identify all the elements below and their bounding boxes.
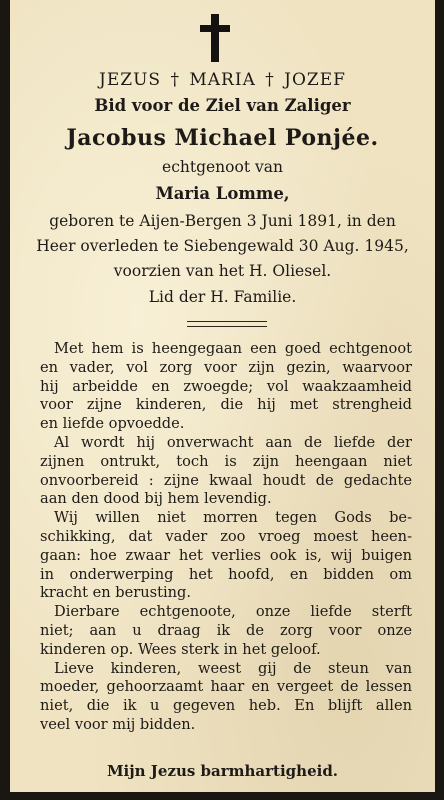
body-line: voor zijne kinderen, die hij met strengheid (40, 396, 412, 414)
body-line: Al wordt hij onverwacht aan de liefde der (54, 433, 412, 451)
body-line: Met hem is heengegaan een goed echtgenoot (54, 340, 412, 357)
holy-family-line (10, 70, 435, 90)
body-line: kracht en berusting. (40, 584, 192, 602)
jezus-text: JEZUS (99, 70, 162, 90)
sacrament-line: voorzien van het H. Oliesel. (113, 262, 332, 280)
body-line: kinderen op. Wees sterk in het geloof. (40, 640, 321, 658)
body-line: veel voor mij bidden. (40, 715, 196, 733)
birth-line: geboren te Aijen-Bergen 3 Juni 1891, in den (49, 212, 396, 230)
body-line: en liefde opvoedde. (40, 415, 185, 433)
spouse-intro: echtgenoot van (162, 158, 283, 176)
deceased-name: Jacobus Michael Ponjée. (66, 125, 379, 151)
divider (187, 321, 267, 327)
prayer-request: Bid voor de Ziel van Zaliger (94, 96, 351, 115)
spouse-name: Maria Lomme, (155, 184, 290, 203)
body-line: niet, die ik u gegeven heb. En blijft allen (40, 697, 412, 715)
body-line: Dierbare echtgenoote, onze liefde sterft (54, 603, 412, 621)
small-cross-icon: † (265, 70, 275, 90)
small-cross-icon: † (170, 70, 180, 90)
jozef-text: JOZEF (284, 70, 346, 90)
maria-text: MARIA (189, 70, 256, 90)
cross-icon (200, 14, 230, 62)
body-line: onvoorbereid : zijne kwaal houdt de gedachte (40, 471, 412, 489)
body-line: in onderwerping het hoofd, en bidden om (40, 565, 412, 583)
body-line: Lieve kinderen, weest gij de steun van (54, 659, 412, 677)
body-line: hij arbeidde en zwoegde; vol waakzaamheid (40, 377, 412, 395)
memorial-text (40, 340, 412, 735)
body-line: Wij willen niet morren tegen Gods be- (54, 509, 412, 527)
body-line: zijnen ontrukt, toch is zijn heengaan niet (40, 452, 412, 470)
memorial-card (10, 0, 435, 792)
death-line: Heer overleden te Siebengewald 30 Aug. 1945, (36, 237, 409, 255)
closing-prayer: Mijn Jezus barmhartigheid. (106, 762, 339, 780)
membership-line: Lid der H. Familie. (148, 288, 297, 306)
body-line: en vader, vol zorg voor zijn gezin, waarvoor (40, 358, 412, 376)
body-line: gaan: hoe zwaar het verlies ook is, wij buigen (40, 546, 412, 564)
body-line: niet; aan u draag ik de zorg voor onze (40, 621, 412, 639)
body-line: schikking, dat vader zoo vroeg moest heen- (40, 527, 412, 545)
body-line: moeder, gehoorzaamt haar en vergeet de lessen (40, 678, 412, 696)
body-line: aan den dood bij hem levendig. (40, 490, 272, 508)
